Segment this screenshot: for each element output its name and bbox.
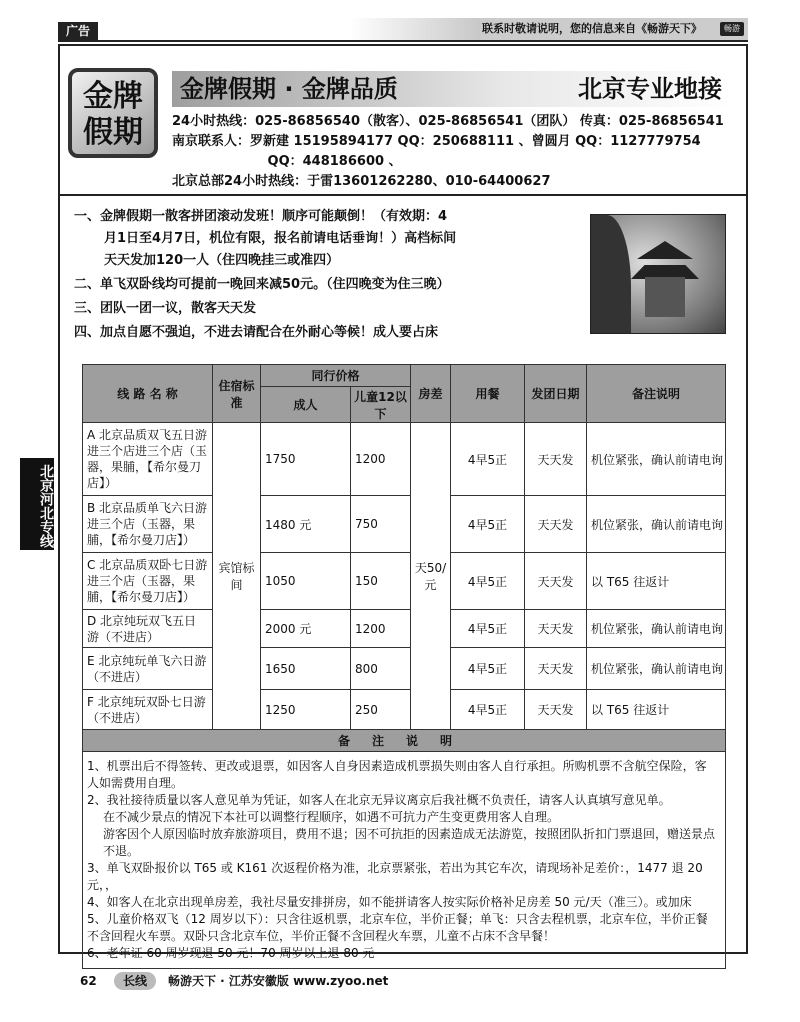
- slogan-right: 北京专业地接: [578, 75, 722, 103]
- notes-title-row: [83, 730, 726, 752]
- photo-roof: [637, 241, 693, 259]
- slogan-left: 金牌假期 · 金牌品质: [180, 75, 398, 103]
- note-2: 2、我社接待质量以客人意见单为凭证，如客人在北京无异议离京后我社概不负责任，请客人认真填写意见单。: [87, 793, 671, 807]
- route-cell: B 北京品质单飞六日游进三个店（玉器，果脯，【希尔曼刀店】）: [83, 496, 213, 553]
- route-cell: A 北京品质双飞五日游进三个店进三个店（玉器，果脯，【希尔曼刀店】）: [83, 423, 213, 496]
- intro-item-1-line-1: 一、金牌假期一散客拼团滚动发班！顺序可能颠倒！（有效期：4: [74, 209, 448, 224]
- intro-item-1-line-2: 月1日至4月7日，机位有限，报名前请电话垂询！）高档标间: [104, 231, 457, 246]
- photo-pavilion-body: [645, 277, 685, 317]
- beijing-hotline-line: 北京总部24小时热线：于雷13601262280、010-64400627: [172, 174, 551, 189]
- table-row: [83, 423, 726, 496]
- header-room-diff: 房差: [411, 365, 451, 423]
- magazine-footer: 畅游天下 · 江苏安徽版 www.zyoo.net: [168, 974, 389, 988]
- note-1: 1、机票出后不得签转、更改或退票，如因客人自身因素造成机票损失则由客人自行承担。所购机票不含航空保险，客人如需费用自理。: [87, 759, 707, 790]
- departure-cell: 天天发: [525, 610, 587, 648]
- qq-line: QQ：448186600 、: [172, 154, 402, 169]
- meals-cell: 4早5正: [451, 648, 525, 690]
- table-row: [83, 496, 726, 553]
- header-lodging: 住宿标准: [213, 365, 261, 423]
- adult-price-cell: 1480 元: [261, 496, 351, 553]
- header-child: 儿童12以下: [351, 387, 411, 423]
- note-2-sub-1: 在不减少景点的情况下本社可以调整行程顺序，如遇不可抗力产生变更费用客人自理。: [103, 810, 560, 824]
- header-remarks: 备注说明: [587, 365, 726, 423]
- adult-price-cell: 1750: [261, 423, 351, 496]
- adult-price-cell: 1250: [261, 690, 351, 730]
- table-row: [83, 610, 726, 648]
- intro-item-1-line-3: 天天发加120一人（住四晚挂三或准四）: [104, 253, 340, 268]
- meals-cell: 4早5正: [451, 553, 525, 610]
- room-diff-cell: 天50/元: [411, 423, 451, 730]
- pavilion-photo: [590, 214, 726, 334]
- notes-cell: [83, 752, 726, 969]
- hotline-line: 24小时热线：025-86856540（散客）、025-86856541（团队） 传真：025-86856541: [172, 114, 724, 129]
- magazine-mini-logo: 畅游: [720, 22, 744, 36]
- note-4: 4、如客人在北京出现单房差，我社尽量安排拼房，如不能拼请客人按实际价格补足房差 50 元/天（准三）。或加床: [87, 895, 692, 909]
- meals-cell: 4早5正: [451, 690, 525, 730]
- logo-line-2: 假期: [83, 115, 143, 150]
- child-price-cell: 250: [351, 690, 411, 730]
- intro-item-2: 二、单飞双卧线均可提前一晚回来减50元。（住四晚变为住三晚）: [74, 277, 450, 292]
- meals-cell: 4早5正: [451, 610, 525, 648]
- child-price-cell: 800: [351, 648, 411, 690]
- contact-info: [172, 112, 724, 192]
- meals-cell: 4早5正: [451, 423, 525, 496]
- remarks-cell: 机位紧张，确认前请电询: [587, 610, 726, 648]
- departure-cell: 天天发: [525, 648, 587, 690]
- page-footer: [58, 968, 748, 994]
- note-2-sub-2: 游客因个人原因临时放弃旅游项目，费用不退；因不可抗拒的因素造成无法游览，按照团队折扣门票退回，赠送景点不退。: [103, 827, 716, 858]
- header-adult: 成人: [261, 387, 351, 423]
- page-number: 62: [80, 974, 97, 988]
- remarks-cell: 以 T65 往返计: [587, 553, 726, 610]
- header-route: 线 路 名 称: [83, 365, 213, 423]
- child-price-cell: 750: [351, 496, 411, 553]
- departure-cell: 天天发: [525, 496, 587, 553]
- intro-item-1: [74, 206, 574, 272]
- table-row: [83, 648, 726, 690]
- top-divider: [58, 40, 748, 42]
- remarks-cell: 机位紧张，确认前请电询: [587, 496, 726, 553]
- meals-cell: 4早5正: [451, 496, 525, 553]
- section-tag: 长线: [114, 972, 156, 990]
- adult-price-cell: 1650: [261, 648, 351, 690]
- section-side-tab: 北京河北专线: [20, 458, 54, 550]
- top-bar: [0, 0, 800, 44]
- ad-label: 广告: [58, 22, 98, 40]
- note-5: 5、儿童价格双飞（12 周岁以下）：只含往返机票，北京车位，半价正餐；单飞：只含去程机票，北京车位，半价正餐不含回程火车票。双卧只含北京车位，半价正餐不含回程火车票，儿童不占床不含早餐！: [87, 912, 708, 943]
- remarks-cell: 机位紧张，确认前请电询: [587, 648, 726, 690]
- child-price-cell: 150: [351, 553, 411, 610]
- header-departure: 发团日期: [525, 365, 587, 423]
- table-header-row: [83, 365, 726, 387]
- route-cell: F 北京纯玩双卧七日游（不进店）: [83, 690, 213, 730]
- nanjing-contact-line: 南京联系人：罗新建 15195894177 QQ：250688111 、曾圆月 QQ：1127779754: [172, 134, 701, 149]
- route-cell: C 北京品质双卧七日游进三个店（玉器，果脯，【希尔曼刀店】）: [83, 553, 213, 610]
- notes-title: 备注说明: [83, 730, 726, 752]
- notes-row: [83, 752, 726, 969]
- intro-item-4: 四、加点自愿不强迫，不进去请配合在外耐心等候！成人要占床: [74, 325, 439, 340]
- agency-logo: [68, 68, 158, 158]
- intro-list: [74, 206, 574, 346]
- source-notice: 联系时敬请说明，您的信息来自《畅游天下》: [480, 18, 748, 40]
- departure-cell: 天天发: [525, 690, 587, 730]
- header-peer-price: 同行价格: [261, 365, 411, 387]
- adult-price-cell: 2000 元: [261, 610, 351, 648]
- adult-price-cell: 1050: [261, 553, 351, 610]
- note-3: 3、单飞双卧报价以 T65 或 K161 次返程价格为准，北京票紧张，若出为其它车次，请现场补足差价：，1477 退 20 元，，: [87, 861, 703, 892]
- logo-line-1: 金牌: [83, 79, 143, 114]
- ad-panel: [58, 44, 748, 960]
- route-cell: D 北京纯玩双飞五日游（不进店）: [83, 610, 213, 648]
- photo-tree: [591, 215, 631, 334]
- table-row: [83, 690, 726, 730]
- lodging-cell: 宾馆标间: [213, 423, 261, 730]
- child-price-cell: 1200: [351, 423, 411, 496]
- intro-item-3: 三、团队一团一议，散客天天发: [74, 301, 257, 316]
- departure-cell: 天天发: [525, 553, 587, 610]
- remarks-cell: 机位紧张，确认前请电询: [587, 423, 726, 496]
- price-table: [82, 364, 726, 969]
- agency-header: [60, 46, 746, 196]
- departure-cell: 天天发: [525, 423, 587, 496]
- table-row: [83, 553, 726, 610]
- top-gradient: [350, 18, 480, 40]
- remarks-cell: 以 T65 往返计: [587, 690, 726, 730]
- child-price-cell: 1200: [351, 610, 411, 648]
- slogan-banner: [172, 71, 732, 107]
- header-meals: 用餐: [451, 365, 525, 423]
- note-6: 6、老年证 60 周岁现退 50 元！70 周岁以上退 80 元: [87, 946, 375, 960]
- route-cell: E 北京纯玩单飞六日游（不进店）: [83, 648, 213, 690]
